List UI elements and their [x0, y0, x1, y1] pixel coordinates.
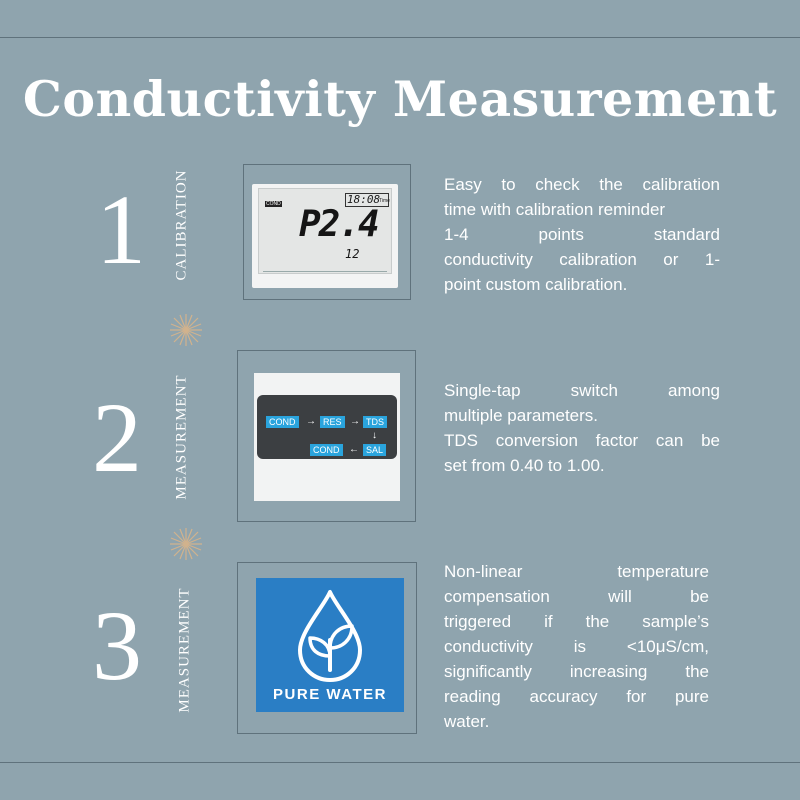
desc-line: time with calibration reminder [444, 200, 666, 219]
chip-sal: SAL [363, 444, 386, 456]
desc-line: conductivity calibration or 1- [444, 250, 720, 269]
desc-line: Easy to check the calibration [444, 175, 720, 194]
desc-line: compensation will be [444, 587, 709, 606]
desc-line: triggered if the sample’s [444, 612, 709, 631]
arrow-left-icon: ← [349, 444, 359, 455]
measurement-description [444, 378, 720, 478]
desc-line: conductivity is <10μS/cm, [444, 637, 709, 656]
desc-line: Non-linear temperature [444, 562, 709, 581]
cond-indicator: COND [266, 201, 281, 207]
sparkle-icon [166, 524, 206, 564]
step-label-measurement-2: MEASUREMENT [176, 587, 193, 713]
arrow-right-icon: → [350, 416, 360, 427]
desc-line: significantly increasing the [444, 662, 709, 681]
sparkle-icon [166, 310, 206, 350]
calibration-sub-readout: 12 [345, 247, 360, 261]
desc-line: set from 0.40 to 1.00. [444, 456, 605, 475]
step-label-calibration: CALIBRATION [173, 169, 190, 281]
arrow-right-icon: → [306, 416, 316, 427]
time-readout: 18:08 [347, 193, 381, 206]
desc-line: multiple parameters. [444, 406, 599, 425]
lcd-display [252, 184, 398, 288]
top-rule [0, 37, 800, 38]
desc-line: 1-4 points standard [444, 225, 720, 244]
chip-tds: TDS [363, 416, 387, 428]
arrow-down-icon: ↓ [372, 430, 377, 441]
bottom-rule [0, 762, 800, 763]
desc-line: point custom calibration. [444, 275, 628, 294]
desc-line: reading accuracy for pure [444, 687, 709, 706]
lcd-baseline [263, 271, 387, 272]
desc-line: TDS conversion factor can be [444, 431, 720, 450]
chip-res: RES [320, 416, 345, 428]
water-drop-leaf-icon [290, 586, 370, 684]
step-number-1: 1 [96, 174, 146, 285]
desc-line: Single-tap switch among [444, 381, 720, 400]
compensation-description [444, 559, 709, 734]
parameter-switch-panel [254, 373, 400, 501]
step-number-2: 2 [92, 382, 142, 493]
pure-water-badge [256, 578, 404, 712]
parameter-screen [257, 395, 397, 459]
step-number-3: 3 [92, 590, 142, 701]
chip-cond-2: COND [310, 444, 343, 456]
calibration-description [444, 172, 720, 297]
chip-cond: COND [266, 416, 299, 428]
desc-line: water. [444, 712, 490, 731]
step-label-measurement: MEASUREMENT [173, 374, 190, 500]
pure-water-label: PURE WATER [273, 686, 387, 703]
page-title: Conductivity Measurement [22, 70, 778, 128]
calibration-point-readout: P2.4 [299, 204, 378, 245]
time-label: Time [379, 198, 390, 204]
